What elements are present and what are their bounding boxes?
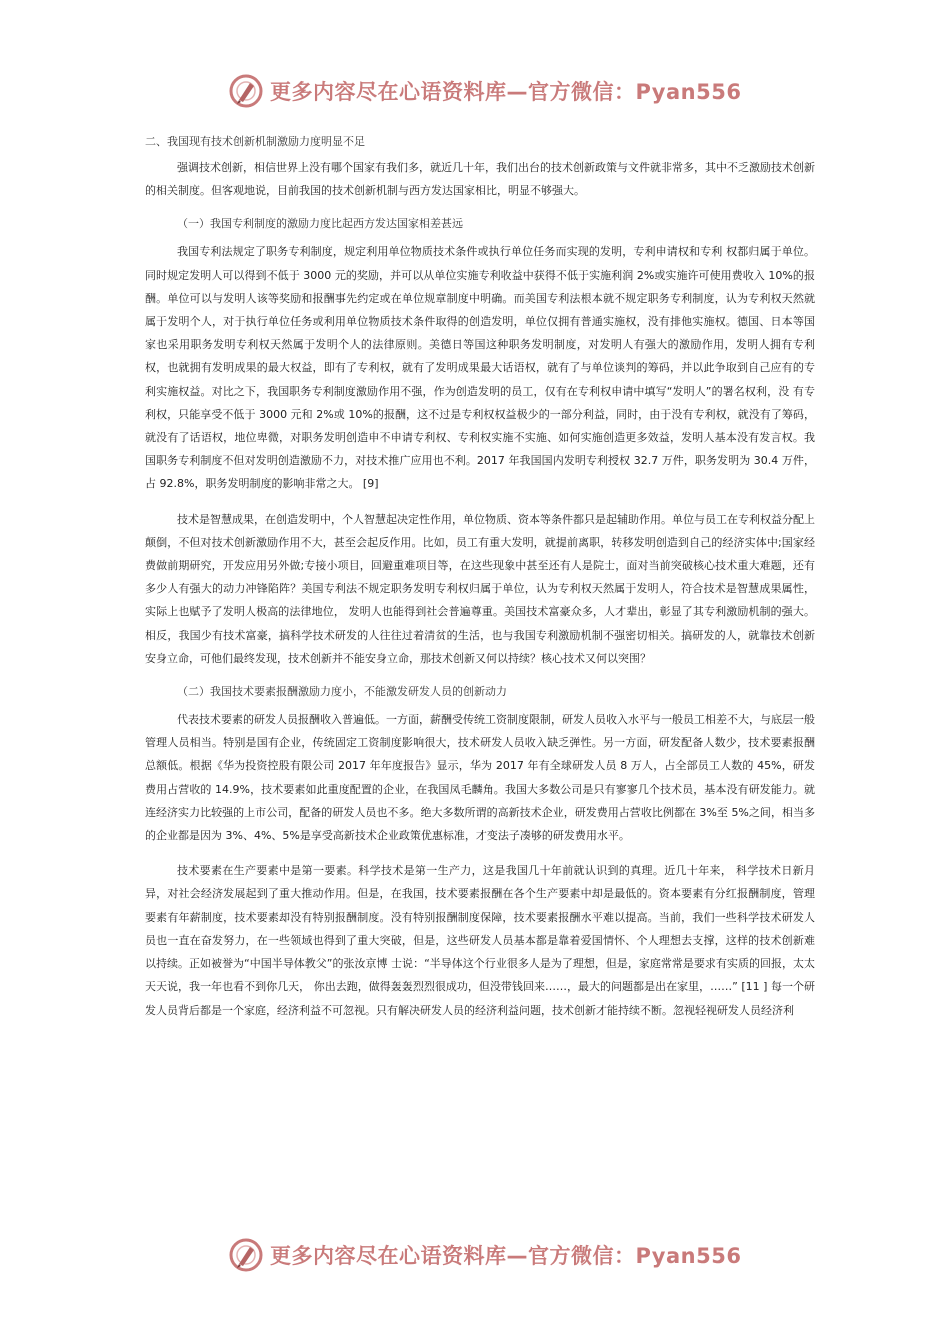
footer-watermark-banner	[228, 1237, 742, 1273]
paragraph-2-1: 代表技术要素的研发人员报酬收入普遍低。一方面，薪酬受传统工资制度限制，研发人员收入水平与一般员工相差不大，与底层一般管理人员相当。特别是国有企业，传统固定工资制度影响很大，技术研发人员收入缺乏弹性。另一方面，研发配备人数少，技术要素报酬总额低。根据《华为投资控股有限公司 2017 年年度报告》显示，华为 2017 年有全球研发人员 8 万人，占全部员工人数的 45%，研发费用占营收的 14.9%，技术要素如此重度配置的企业，在我国凤毛麟角。我国大多数公司是只有寥寥几个技术员，基本没有研发能力。就连经济实力比较强的上市公司，配备的研发人员也不多。绝大多数所谓的高新技术企业，研发费用占营收比例都在 3%至 5%之间，相当多的企业都是因为 3%、4%、5%是享受高新技术企业政策优惠标准，才变法子凑够的研发费用水平。	[145, 713, 815, 843]
paragraph-1-2: 技术是智慧成果，在创造发明中，个人智慧起决定性作用，单位物质、资本等条件都只是起辅助作用。单位与员工在专利权益分配上颠倒，不但对技术创新激励作用不大，甚至会起反作用。比如，员工有重大发明，就提前离职，转移发明创造到自己的经济实体中;国家经费做前期研究，开发应用另外做;专接小项目，回避重难项目等，在这些现象中甚至还有人是院士，面对当前突破核心技术重大难题，还有多少人有强大的动力冲锋陷阵？美国专利法不规定职务发明专利权归属于单位，认为专利权天然属于发明人，符合技术是智慧成果属性，实际上也赋予了发明人极高的法律地位， 发明人也能得到社会普遍尊重。美国技术富豪众多，人才辈出，彰显了其专利激励机制的强大。相反，我国少有技术富豪，搞科学技术研发的人往往过着清贫的生活，也与我国专利激励机制不强密切相关。搞研发的人，就靠技术创新安身立命，可他们最终发现，技术创新并不能安身立命，那技术创新又何以持续？核心技术又何以突围？	[145, 512, 815, 665]
pen-logo-icon	[228, 1237, 264, 1273]
pen-logo-icon	[228, 73, 264, 109]
paragraph-gap	[145, 847, 815, 859]
header-watermark-banner	[228, 73, 742, 109]
section-heading-main: 二、我国现有技术创新机制激励力度明显不足	[145, 135, 365, 148]
banner-text: 更多内容尽在心语资料库—官方微信：Pyan556	[270, 1244, 742, 1268]
subsection-heading-1: （一）我国专利制度的激励力度比起西方发达国家相差甚远	[177, 217, 463, 231]
paragraph-1-1: 我国专利法规定了职务专利制度，规定利用单位物质技术条件或执行单位任务而实现的发明，专利申请权和专利 权都归属于单位。同时规定发明人可以得到不低于 3000 元的奖励，并可以从单位实施专利收益中获得不低于实施利润 2%或实施许可使用费收入 10%的报酬。单位可以与发明人该等奖励和报酬事先约定或在单位规章制度中明确。而美国专利法根本就不规定职务专利制度，认为专利权天然就属于发明个人，对于执行单位任务或利用单位物质技术条件取得的创造发明，单位仅拥有普通实施权，没有排他实施权。德国、日本等国家也采用职务发明专利权天然属于发明个人的法律原则。美德日等国这种职务发明制度，对发明人有强大的激励作用，发明人拥有专利权，也就拥有发明成果的最大权益，即有了专利权，就有了发明成果最大话语权，就有了与单位谈判的筹码，并以此争取到自己应有的专利实施权益。对比之下，我国职务专利制度激励作用不强，作为创造发明的员工，仅有在专利权申请中填写“发明人”的署名权利，没 有专利权，只能享受不低于 3000 元和 2%或 10%的报酬，这不过是专利权权益极少的一部分利益，同时，由于没有专利权，就没有了筹码，就没有了话语权，地位卑微，对职务发明创造申不申请专利权、专利权实施不实施、如何实施创造更多效益，发明人基本没有发言权。我国职务专利制度不但对发明创造激励不力，对技术推广应用也不利。2017 年我国国内发明专利授权 32.7 万件，职务发明为 30.4 万件，占 92.8%，职务发明制度的影响非常之大。 [9]	[145, 245, 815, 491]
paragraph-2-2: 技术要素在生产要素中是第一要素。科学技术是第一生产力，这是我国几十年前就认识到的真理。近几十年来， 科学技术日新月异，对社会经济发展起到了重大推动作用。但是，在我国，技术要素报酬在各个生产要素中却是最低的。资本要素有分红报酬制度，管理要素有年薪制度，技术要素却没有特别报酬制度。没有特别报酬制度保障，技术要素报酬水平难以提高。当前，我们一些科学技术研发人员也一直在奋发努力，在一些领域也得到了重大突破，但是，这些研发人员基本都是靠着爱国情怀、个人理想去支撑，这样的技术创新难以持续。正如被誉为“中国半导体教父”的张汝京博 士说：“半导体这个行业很多人是为了理想，但是，家庭常常是要求有实质的回报，太太天天说，我一年也看不到你几天， 你出去跑，做得轰轰烈烈很成功，但没带钱回来……，最大的问题都是出在家里，……” [11 ] 每一个研发人员背后都是一个家庭，经济利益不可忽视。只有解决研发人员的经济利益问题，技术创新才能持续不断。忽视轻视研发人员经济利	[145, 864, 815, 1017]
document-body	[145, 130, 815, 1022]
paragraph-gap	[145, 496, 815, 508]
intro-paragraph: 强调技术创新，相信世界上没有哪个国家有我们多，就近几十年，我们出台的技术创新政策与文件就非常多，其中不乏激励技术创新的相关制度。但客观地说，目前我国的技术创新机制与西方发达国家相比，明显不够强大。	[145, 161, 815, 198]
banner-text: 更多内容尽在心语资料库—官方微信：Pyan556	[270, 80, 742, 104]
subsection-heading-2: （二）我国技术要素报酬激励力度小，不能激发研发人员的创新动力	[177, 685, 507, 699]
